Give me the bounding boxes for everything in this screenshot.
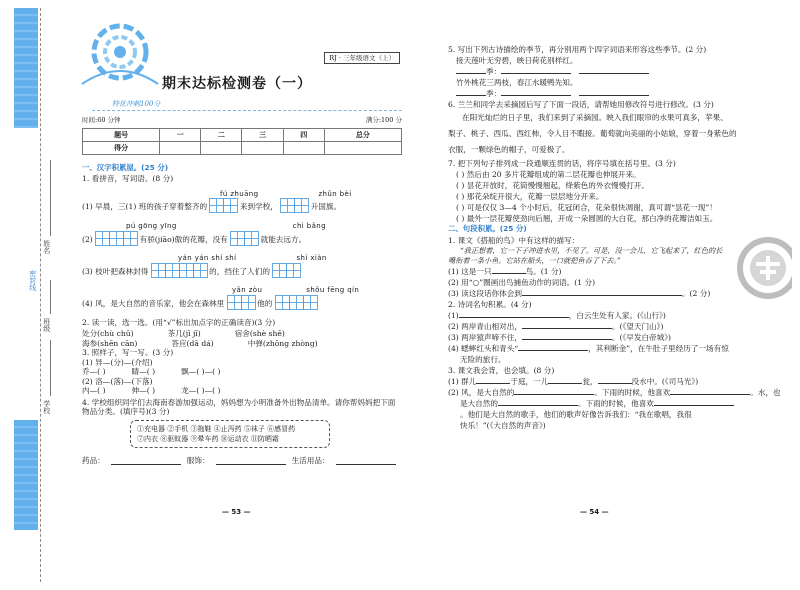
fill-blank[interactable]: 睛—( ) [131, 367, 156, 377]
list-item[interactable]: ( ) 那花朵绽开很大，花瓣一层层地分开来。 [456, 191, 604, 201]
q-text: (2) [82, 234, 93, 244]
school-label: 学校 [42, 400, 51, 414]
answer-line[interactable] [501, 95, 571, 96]
class-field[interactable] [50, 280, 51, 314]
table-cell: 二 [201, 129, 242, 142]
q-text: 的，挡住了人们的 [209, 266, 270, 276]
list-item[interactable]: ( ) 昙花开放时，花筒慢慢翘起，绛紫色的外衣慢慢打开。 [456, 180, 649, 190]
decor-stripe-top [14, 8, 38, 128]
q-text: 是大自然的 [460, 399, 498, 409]
q-text: 。下雨的时候，他喜欢 [594, 388, 671, 398]
category-label: 服饰： [186, 455, 210, 465]
pinyin-row [232, 286, 400, 295]
fill-blank[interactable]: 内—( ) [82, 386, 106, 396]
q3-row [82, 367, 400, 376]
quote-line: “我正想着，它一下子冲进水里，不见了。可是，没一会儿，它飞起来了，红色的长 [460, 245, 723, 255]
q3-row [82, 386, 400, 395]
list-item[interactable]: ( ) 然后由 20 多片花瓣组成的第二层花瓣也伸展开来。 [456, 169, 641, 179]
pinyin: fú zhuāng [220, 189, 259, 198]
question-6: 6. 兰兰和同学去采摘园后写了下面一段话，请帮她用修改符号进行修改。(3 分) [448, 100, 714, 109]
q1-3 [82, 263, 400, 280]
answer-line[interactable] [522, 339, 612, 340]
q-text: 有骄(jiāo)傲的花瓣，没有 [139, 234, 228, 244]
pinyin: shǒu fēng qín [306, 286, 360, 295]
q-text: 于庭，一儿 [510, 377, 549, 387]
q-text: 。下雨的时候，他喜欢 [577, 399, 654, 409]
table-cell: 四 [283, 129, 324, 142]
answer-line[interactable] [522, 328, 612, 329]
answer-line[interactable] [492, 273, 526, 274]
q7-list [448, 169, 778, 224]
answer-line[interactable] [670, 394, 750, 395]
list-item[interactable]: ( ) 最外一层花瓣使劲向后翘，开成一朵圆圆的大白花，那白净的花瓣洁如玉。 [456, 213, 718, 223]
quote [448, 246, 778, 267]
pinyin: yán yán shí shí [178, 254, 237, 263]
question-2: 2. 读一读，选一选。(用“√”标出加点字的正确读音)(3 分) [82, 317, 276, 327]
slogan: 特优冲刺100分 [112, 100, 161, 108]
q-text: 升国旗。 [310, 202, 342, 212]
answer-boxes[interactable] [209, 198, 237, 215]
pinyin: shí xiàn [296, 254, 327, 263]
q-text: (4) 风，是大自然的音乐家，他会在森林里 [82, 298, 225, 308]
question-2: 2. 诗词名句积累。(4 分) [448, 300, 532, 310]
q-text: (4) 蟋蟀红头和青头“ [448, 344, 519, 354]
q2-3 [448, 332, 778, 343]
q-text: 。(2 分) [681, 289, 711, 299]
page-number: — 54 — [580, 508, 609, 516]
pinyin-row [220, 190, 400, 199]
answer-line[interactable] [336, 456, 396, 465]
q1-1 [82, 198, 400, 215]
answer-line[interactable] [498, 405, 578, 406]
q-text: (3) 枝叶把森林封得 [82, 266, 149, 276]
page-title: 期末达标检测卷（一） [162, 76, 312, 92]
name-label: 姓名 [42, 240, 51, 254]
quote-line: 嘴衔着一条小鱼。它站在船头，一口就把鱼吞了下去。” [448, 255, 621, 265]
answer-boxes[interactable] [280, 198, 308, 215]
q-text: 季： [486, 89, 502, 98]
items-list-box [130, 420, 330, 448]
passage-line: 在阳光灿烂的日子里，我们来到了采摘园。映入我们眼帘的水果可真多，苹果、 [462, 113, 728, 122]
table-cell: 得分 [83, 142, 160, 155]
seal-line [40, 8, 41, 582]
time-limit: 时间:60 分钟 [82, 116, 121, 124]
section-title: 一、汉字积累屋。(25 分) [82, 163, 169, 172]
score-table [82, 128, 402, 155]
q4-answers [82, 456, 400, 465]
q3-example-2: (2) 洛—(落)—(下落) [82, 376, 153, 386]
reading-option[interactable]: 中弹(zhōng zhòng) [247, 338, 318, 348]
school-field[interactable] [50, 340, 51, 396]
exam-meta [82, 116, 402, 124]
q-text: (2) 风，是大自然的 [448, 388, 515, 398]
table-cell: 一 [160, 129, 201, 142]
q2-2 [448, 321, 778, 332]
q5-answer [448, 66, 778, 77]
q-text: 。水，也 [750, 388, 781, 398]
q-text: (1) 这是一只 [448, 267, 492, 277]
grade-tag: RJ · 三年级语文（上） [324, 52, 400, 64]
section-title: 二、句段积累。(25 分) [448, 223, 527, 233]
q2-row [82, 339, 400, 348]
reading-option[interactable]: 茶几(jī jǐ) [167, 329, 201, 339]
question-3: 3. 课文我会背，也会填。(8 分) [448, 366, 555, 376]
table-cell: 三 [242, 129, 283, 142]
q-text: 快乐！”(《大自然的声音》) [460, 421, 546, 431]
section-1 [82, 163, 400, 465]
q-text: ，白云生处有人家。(《山行》) [568, 311, 666, 321]
q-text: (1) 早晨，三(1) 班的孩子穿着整齐的 [82, 202, 208, 212]
q-text: (1) [448, 311, 459, 321]
q-text: 鸟。(1 分) [525, 267, 562, 277]
q1-3 [448, 288, 778, 299]
answer-line[interactable] [548, 383, 582, 384]
q1-1 [448, 266, 778, 277]
q2-row [82, 329, 400, 338]
page-number: — 53 — [222, 508, 251, 516]
divider [92, 110, 402, 111]
q2-1 [448, 310, 778, 321]
fill-blank[interactable]: 龙—( )—( ) [181, 386, 221, 396]
q3-2-cont [448, 398, 778, 409]
q-text: 无险的旅行。 [460, 355, 506, 365]
passage-line: 梨子、桃子、西瓜、西红柿，令人目不暇接。葡萄就向美丽的小姑娘，穿着一身紫色的 [448, 128, 737, 138]
answer-boxes[interactable] [227, 295, 255, 312]
answer-line[interactable] [514, 394, 594, 395]
seal-stamp-icon [734, 232, 792, 302]
reading-option[interactable]: 宿舍(shè shě) [234, 329, 285, 339]
reading-option[interactable]: 答应(dā dá) [171, 338, 214, 348]
q2-4 [448, 343, 778, 354]
q6-passage [448, 110, 778, 158]
table-row [83, 142, 402, 155]
question-7: 7. 把下列句子排列成一段通顺连贯的话，将序号填在括号里。(3 分) [448, 158, 676, 168]
answer-line[interactable] [522, 295, 682, 296]
pinyin-row [178, 254, 400, 263]
pinyin: zhǔn bèi [318, 189, 352, 198]
score-input[interactable] [324, 142, 401, 155]
answer-line[interactable] [111, 456, 181, 465]
right-page [440, 0, 780, 590]
answer-line[interactable] [501, 73, 571, 74]
table-cell: 总分 [324, 129, 401, 142]
answer-line[interactable] [216, 456, 286, 465]
table-cell: 题号 [83, 129, 160, 142]
q-text: (3) 读这段话你体会到 [448, 289, 522, 299]
category-label: 生活用品： [291, 455, 330, 465]
score-input[interactable] [160, 142, 201, 155]
fill-blank[interactable]: 乔—( ) [82, 367, 106, 377]
answer-boxes[interactable] [272, 263, 300, 280]
table-row [83, 129, 402, 142]
items-line: ①充电器 ②手机 ③拖鞋 ④止泻药 ⑤袜子 ⑥感冒药 [137, 424, 296, 433]
binding-margin [0, 0, 62, 590]
answer-line[interactable] [579, 95, 649, 96]
q3-2 [448, 387, 781, 398]
question-3: 3. 照样子，写一写。(3 分) [82, 348, 174, 358]
q-text: 季： [486, 67, 502, 76]
q1-2: (2) 用“○”圈画出鸟捕鱼动作的词语。(1 分) [448, 278, 596, 288]
answer-line[interactable] [518, 350, 588, 351]
score-input[interactable] [201, 142, 242, 155]
q-text: 。他们是大自然的歌手，他们的歌声好像告诉我们：“我在歌唱，我很 [460, 410, 692, 420]
q-text: 。(《望天门山》) [611, 322, 664, 332]
reading-option[interactable]: 海参(shēn cān) [82, 338, 138, 348]
full-score: 满分:100 分 [365, 116, 402, 124]
pinyin: chì bǎng [292, 221, 326, 230]
q-text: ，其利断金”，在牛肚子里经历了一场有惊 [588, 344, 729, 354]
score-input[interactable] [283, 142, 324, 155]
items-line: ⑦内衣 ⑧驱蚊器 ⑨晕车药 ⑩运动衣 ⑪防晒霜 [137, 434, 279, 443]
decor-stripe-bottom [14, 420, 38, 530]
q-text: 瓮， [582, 377, 598, 387]
question-1: 1. 课文《搭船的鸟》中有这样的描写： [448, 235, 580, 245]
answer-boxes[interactable] [230, 231, 258, 248]
q3-example-1: (1) 异—(分)—(介绍) [82, 357, 153, 367]
q-text: (2) 两岸青山相对出， [448, 322, 522, 332]
q-text: (3) 两岸猿声啼不住， [448, 333, 522, 343]
passage-line: 衣服，一颗绿色的帽子，可爱极了。 [448, 144, 570, 154]
answer-boxes[interactable] [95, 231, 137, 248]
answer-line[interactable] [456, 95, 486, 96]
q1-2 [82, 231, 400, 248]
poem-line: 接天莲叶无穷碧，映日荷花别样红。 [456, 56, 578, 65]
list-item[interactable]: ( ) 可是仅仅 3—4 个小时后，花冠闭合，花朵很快凋谢，真可谓“昙花一现”！ [456, 202, 717, 212]
q-text: 就能去远方。 [260, 234, 307, 244]
question-1: 1. 看拼音，写词语。(8 分) [82, 174, 174, 184]
q-text: 来到学校， [239, 202, 278, 212]
answer-boxes[interactable] [275, 295, 317, 312]
answer-line[interactable] [598, 383, 632, 384]
q-text: 没水中。(《司马光》) [631, 377, 699, 387]
answer-line[interactable] [476, 383, 510, 384]
pinyin: yǎn zòu [232, 286, 263, 295]
q-text: (1) 群儿 [448, 377, 477, 387]
pinyin: pú gōng yīng [126, 221, 177, 230]
q-text: 。(《早发白帝城》) [611, 333, 671, 343]
right-content [448, 44, 781, 431]
q3-1 [448, 376, 778, 387]
q5-answer [448, 88, 778, 99]
left-page [72, 0, 402, 590]
name-field[interactable] [50, 160, 51, 236]
question-4: 4. 学校组织同学们去海南春游加强运动，妈妈想为小明准备外出物品清单。请你帮妈妈把下面物品分类。(填序号)(3 分) [82, 397, 396, 417]
answer-line[interactable] [654, 405, 734, 406]
answer-line[interactable] [459, 317, 569, 318]
answer-boxes[interactable] [151, 263, 207, 280]
fill-blank[interactable]: 飘—( )—( ) [181, 367, 221, 377]
fill-blank[interactable]: 伸—( ) [131, 386, 156, 396]
q1-4 [82, 295, 400, 312]
class-label: 班级 [42, 318, 51, 332]
pinyin-row [126, 222, 400, 231]
score-input[interactable] [242, 142, 283, 155]
seal-line-label: 密封线 [28, 270, 37, 291]
answer-line[interactable] [579, 73, 649, 74]
category-label: 药品： [82, 455, 105, 465]
question-5: 5. 写出下列古诗描绘的季节，再分别用两个四字词语来形容这些季节。(2 分) [448, 45, 707, 54]
reading-option[interactable]: 处分(chù chǔ) [82, 329, 134, 339]
q-text: 他的 [257, 298, 273, 308]
answer-line[interactable] [456, 73, 486, 74]
poem-line: 竹外桃花三两枝，春江水暖鸭先知。 [456, 78, 578, 87]
